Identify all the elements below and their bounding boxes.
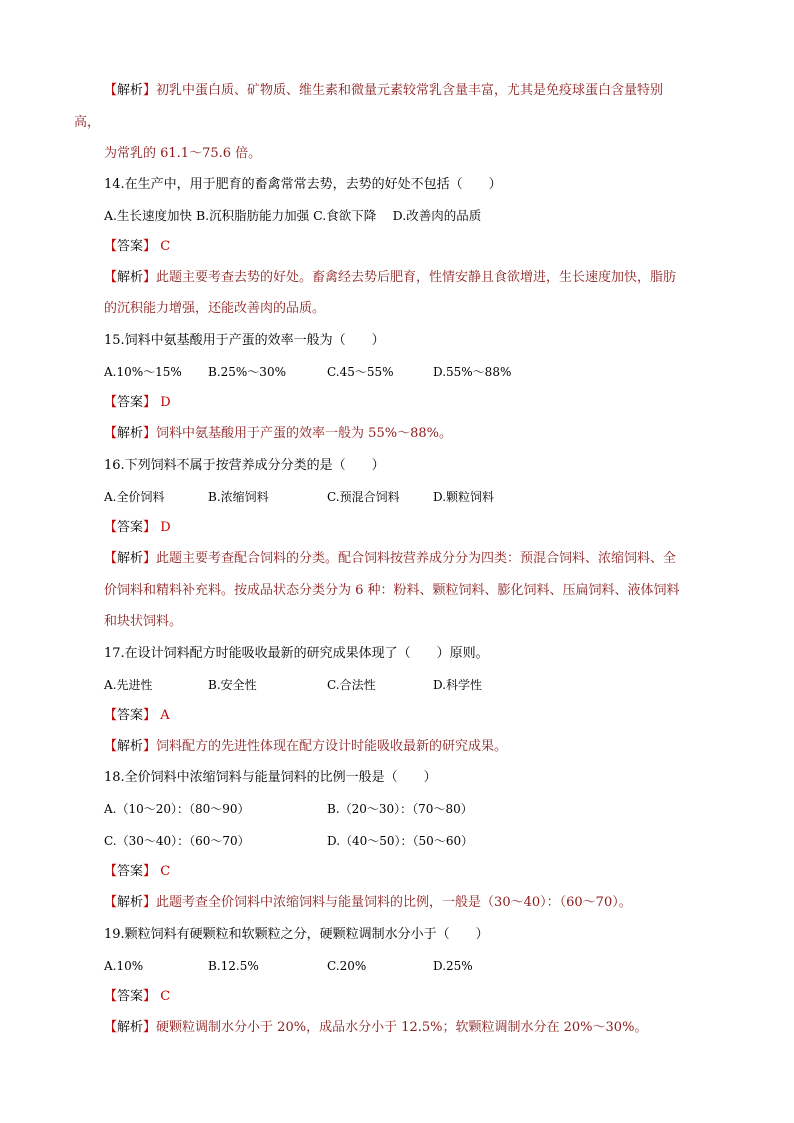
answer-label: 答案: [117, 864, 144, 879]
answer-bracket-close: 】: [143, 989, 157, 1004]
answer-bracket-close: 】: [143, 239, 157, 254]
question-14-options: A.生长速度加快 B.沉积脂肪能力加强 C.食欲下降 D.改善肉的品质: [104, 208, 482, 223]
answer-q19: [104, 988, 170, 1006]
answer-label: 答案: [117, 239, 144, 254]
answer-value: C: [160, 989, 171, 1004]
answer-value: C: [160, 864, 171, 879]
analysis-bracket-open: 【: [104, 895, 118, 910]
analysis-bracket-open: 【: [104, 739, 118, 754]
answer-bracket-open: 【: [104, 864, 118, 879]
analysis-text: 初乳中蛋白质、矿物质、维生素和微量元素较常乳含量丰富，尤其是免疫球蛋白含量特别: [156, 83, 664, 98]
question-19-stem: 19.颗粒饲料有硬颗粒和软颗粒之分，硬颗粒调制水分小于（ ）: [104, 927, 489, 942]
question-18-option-a: A.（10～20）：（80～90）: [104, 802, 250, 816]
question-16-option-a: A.全价饲料: [104, 490, 165, 504]
analysis-label: 解析: [117, 551, 144, 566]
question-15-option-c: C.45～55%: [327, 365, 394, 379]
question-19-option-c: C.20%: [327, 959, 367, 973]
answer-bracket-close: 】: [143, 708, 157, 723]
analysis-bracket-close: 】: [143, 270, 157, 285]
answer-bracket-open: 【: [104, 520, 118, 535]
analysis-bracket-close: 】: [143, 739, 157, 754]
analysis-bracket-close: 】: [143, 426, 157, 441]
analysis-label: 解析: [117, 739, 144, 754]
question-17-option-b: B.安全性: [208, 678, 257, 692]
answer-bracket-open: 【: [104, 395, 118, 410]
question-17-option-c: C.合法性: [327, 678, 376, 692]
analysis-bracket-close: 】: [143, 551, 157, 566]
analysis-text: 此题主要考查配合饲料的分类。配合饲料按营养成分分为四类：预混合饲料、浓缩饲料、全: [156, 551, 677, 566]
question-17-stem: 17.在设计饲料配方时能吸收最新的研究成果体现了（ ）原则。: [104, 646, 489, 661]
answer-value: A: [160, 708, 170, 723]
answer-bracket-close: 】: [143, 395, 157, 410]
analysis-bracket-open: 【: [104, 1020, 118, 1035]
answer-bracket-close: 】: [143, 864, 157, 879]
analysis-label: 解析: [117, 270, 144, 285]
analysis-q13-line1: [104, 82, 663, 100]
analysis-text: 此题考查全价饲料中浓缩饲料与能量饲料的比例，一般是（30～40）：（60～70）。: [156, 895, 632, 910]
analysis-label: 解析: [117, 895, 144, 910]
analysis-bracket-open: 【: [104, 426, 118, 441]
answer-label: 答案: [117, 395, 144, 410]
analysis-label: 解析: [117, 426, 144, 441]
analysis-label: 解析: [117, 83, 144, 98]
question-15-option-d: D.55%～88%: [433, 365, 512, 379]
answer-value: D: [160, 520, 171, 535]
analysis-bracket-close: 】: [143, 895, 157, 910]
question-19-option-b: B.12.5%: [208, 959, 259, 973]
question-16-option-d: D.颗粒饲料: [433, 490, 495, 504]
answer-value: C: [160, 239, 171, 254]
question-17-option-d: D.科学性: [433, 678, 483, 692]
question-15-option-b: B.25%～30%: [208, 365, 286, 379]
answer-value: D: [160, 395, 171, 410]
answer-q18: [104, 863, 170, 881]
question-19-option-a: A.10%: [104, 959, 144, 973]
answer-bracket-open: 【: [104, 989, 118, 1004]
analysis-label: 解析: [117, 1020, 144, 1035]
analysis-text: 硬颗粒调制水分小于 20%，成品水分小于 12.5%；软颗粒调制水分在 20%～30%。: [156, 1020, 648, 1035]
analysis-q13-line3: 为常乳的 61.1～75.6 倍。: [104, 146, 262, 161]
analysis-q19-line1: [104, 1019, 647, 1037]
question-18-stem: 18.全价饲料中浓缩饲料与能量饲料的比例一般是（ ）: [104, 770, 437, 785]
analysis-q16-line2: 价饲料和精料补充料。按成品状态分类分为 6 种：粉料、颗粒饲料、膨化饲料、压扁饲料、液体饲料: [104, 583, 680, 598]
analysis-bracket-close: 】: [143, 1020, 157, 1035]
answer-q14: [104, 238, 170, 256]
question-15-stem: 15.饲料中氨基酸用于产蛋的效率一般为（ ）: [104, 333, 385, 348]
answer-q16: [104, 519, 171, 537]
question-18-option-c: C.（30～40）：（60～70）: [104, 834, 250, 848]
question-17-option-a: A.先进性: [104, 678, 153, 692]
analysis-bracket-open: 【: [104, 270, 118, 285]
question-16-option-b: B.浓缩饲料: [208, 490, 269, 504]
question-16-stem: 16.下列饲料不属于按营养成分分类的是（ ）: [104, 458, 385, 473]
analysis-bracket-open: 【: [104, 551, 118, 566]
analysis-text: 饲料中氨基酸用于产蛋的效率一般为 55%～88%。: [156, 426, 452, 441]
analysis-q15-line1: [104, 425, 452, 443]
analysis-q17-line1: [104, 738, 507, 756]
question-18-option-b: B.（20～30）：（70～80）: [327, 802, 473, 816]
question-18-option-d: D.（40～50）：（50～60）: [327, 834, 474, 848]
analysis-bracket-close: 】: [143, 83, 157, 98]
question-19-option-d: D.25%: [433, 959, 473, 973]
answer-label: 答案: [117, 708, 144, 723]
analysis-q16-line1: [104, 550, 676, 568]
question-14-stem: 14.在生产中，用于肥育的畜禽常常去势，去势的好处不包括（ ）: [104, 177, 502, 192]
analysis-bracket-open: 【: [104, 83, 118, 98]
analysis-text: 饲料配方的先进性体现在配方设计时能吸收最新的研究成果。: [156, 739, 508, 754]
answer-label: 答案: [117, 989, 144, 1004]
analysis-q14-line1: [104, 269, 676, 287]
question-16-option-c: C.预混合饲料: [327, 490, 400, 504]
question-15-option-a: A.10%～15%: [104, 365, 182, 379]
analysis-q18-line1: [104, 894, 632, 912]
answer-q15: [104, 394, 171, 412]
analysis-q14-line2: 的沉积能力增强，还能改善肉的品质。: [104, 301, 326, 316]
answer-q17: [104, 707, 170, 725]
analysis-q16-line3: 和块状饲料。: [104, 614, 183, 629]
analysis-q13-line2: 高，: [74, 115, 101, 130]
answer-bracket-close: 】: [143, 520, 157, 535]
analysis-text: 此题主要考查去势的好处。畜禽经去势后肥育，性情安静且食欲增进，生长速度加快，脂肪: [156, 270, 677, 285]
answer-bracket-open: 【: [104, 708, 118, 723]
answer-bracket-open: 【: [104, 239, 118, 254]
answer-label: 答案: [117, 520, 144, 535]
